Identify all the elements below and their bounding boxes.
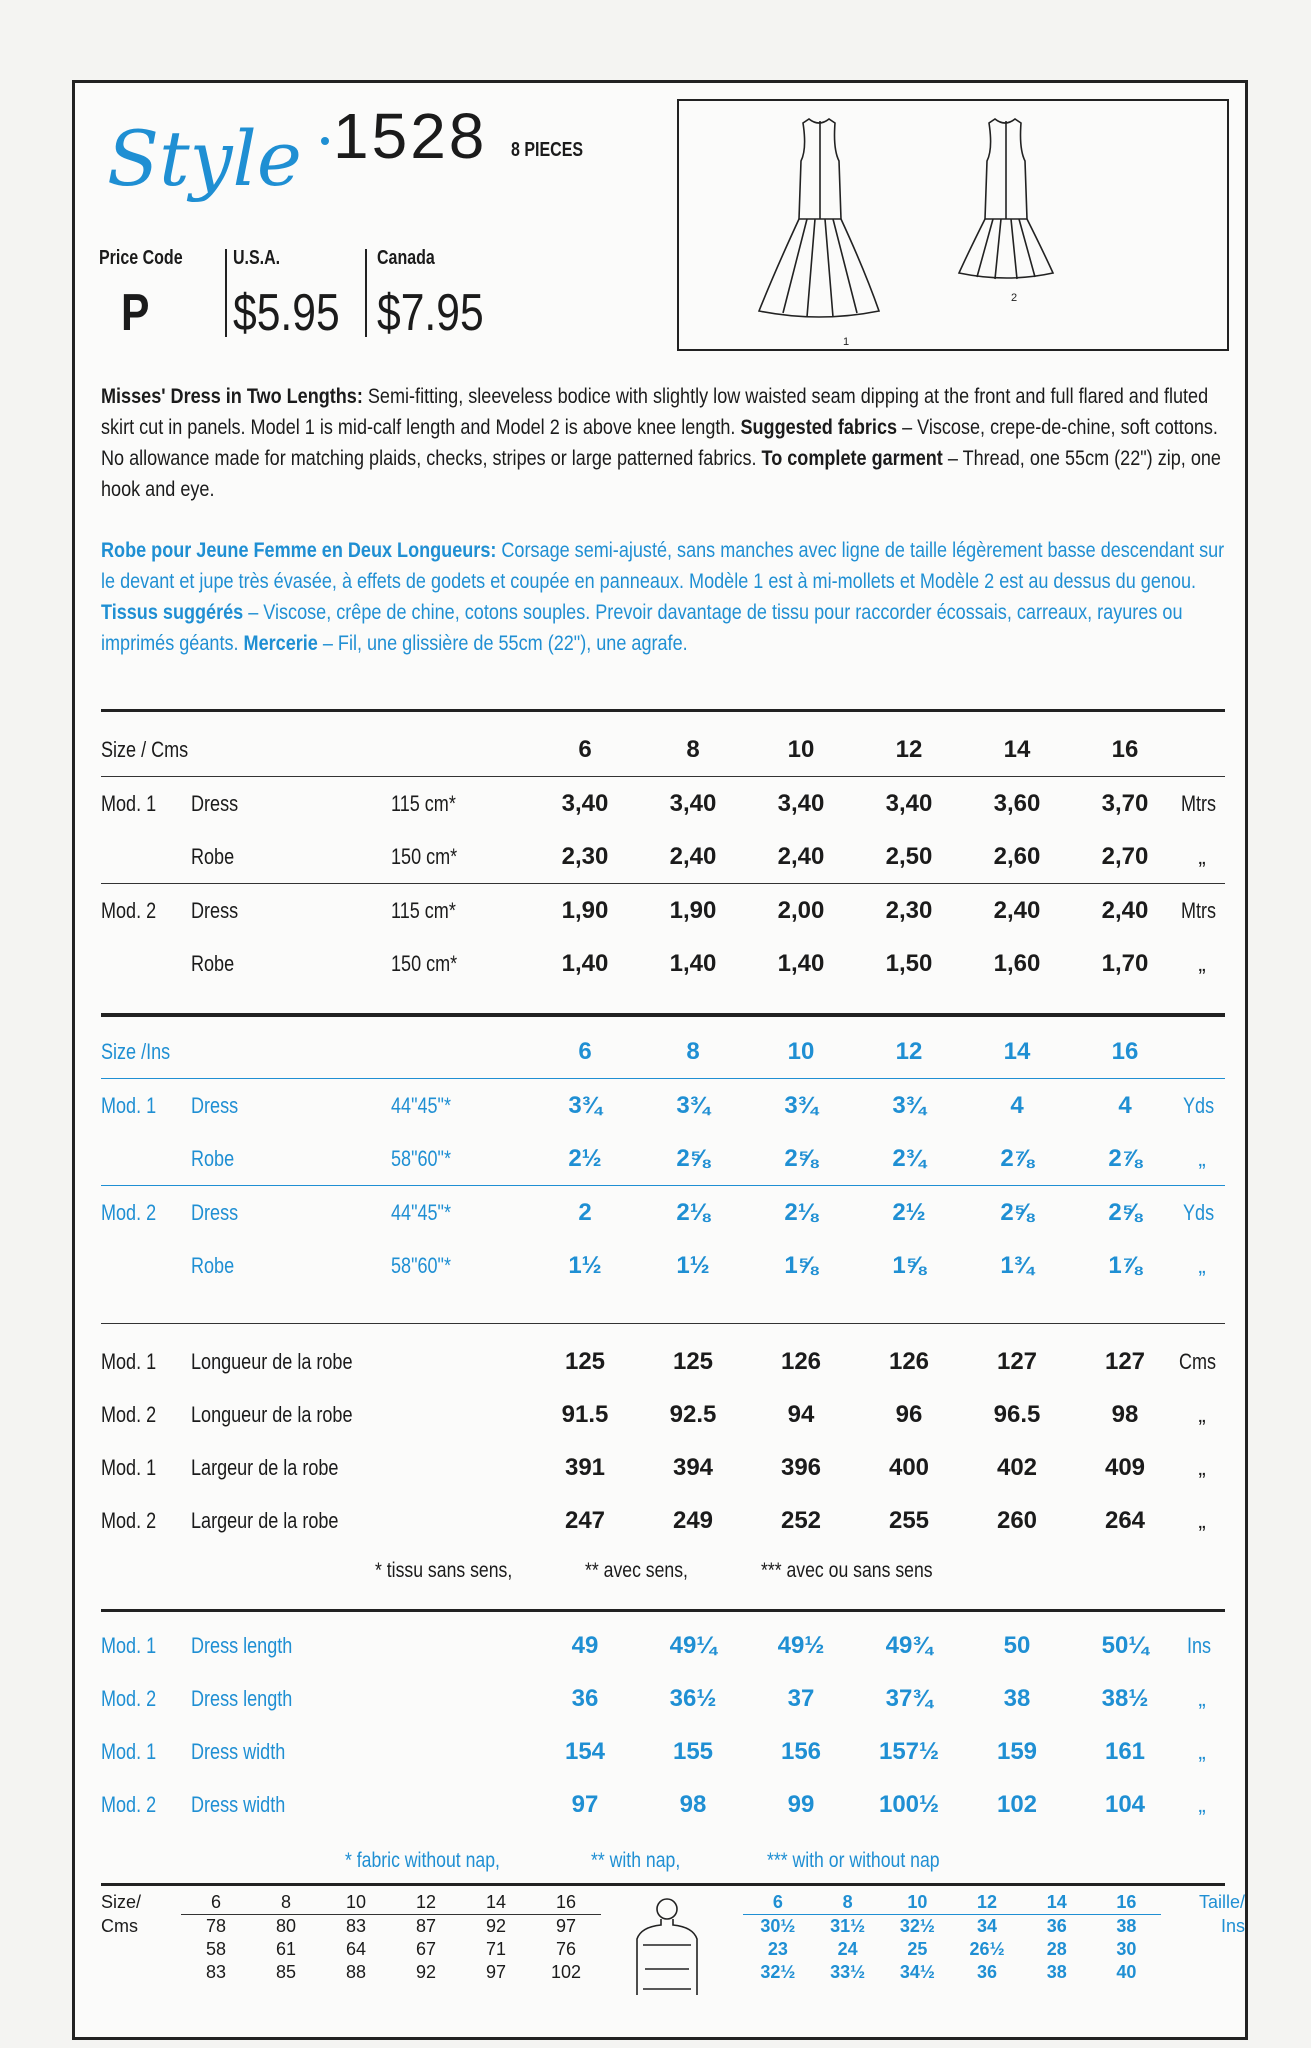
table-row: Mod. 1 Dress 44"45"* 3¾ 3¾ 3¾ 3¾ 4 4 Yds [101,1091,1215,1119]
table-row: Mod. 1 Largeur de la robe 391 394 396 400 402 409 „ [101,1453,1206,1481]
svg-text:2: 2 [1011,292,1018,304]
description-french: Robe pour Jeune Femme en Deux Longueurs: Corsage semi-ajusté, sans manches avec ligne de taille légèrement basse descendant sur le devant et jupe très évasée, à effets de godets et coupée en panneaux. Modèle 1 est à mi-mollets et Modèle 2 est au dessus du genou. Tissus suggérés – Viscose, crêpe de chine, cotons souples. Prevoir davantage de tissu pour raccorder écossais, carreaux, rayures ou imprimés géants. Mercerie – Fil, une glissière de 55cm (22"), une agrafe. [101,539,1225,655]
imperial-yardage-table [101,1025,1225,1292]
table-row: Mod. 2 Dress 115 cm* 1,90 1,90 2,00 2,30 2,40 2,40 Mtrs [101,896,1216,924]
svg-text:1: 1 [843,336,850,348]
nap-note: ** with nap, [591,1849,681,1872]
description-english: Misses' Dress in Two Lengths: Semi-fitting, sleeveless bodice with slightly low waisted seam dipping at the front and full flared and fluted skirt cut in panels. Model 1 is mid-calf length and Model 2 is above knee length. Suggested fabrics – Viscose, crepe-de-chine, soft cottons. No allowance made for matching plaids, checks, stripes or large patterned fabrics. To complete garment – Thread, one 55cm (22") zip, one hook and eye. [101,385,1221,501]
body-measurements-in: 6 8 10 12 14 16 Taille/ 30½ 31½ 32½ 34 36 38 Ins 23 24 25 26½ 28 30 32½ 33½ 34½ 36 38 40 [743,1891,1245,1984]
section-rule [101,1323,1225,1324]
table-row: Robe 58"60"* 1½ 1½ 1⅝ 1⅝ 1¾ 1⅞ „ [191,1251,1206,1279]
size-header-row: Size /Ins 6 8 10 12 14 16 [101,1025,1225,1079]
table-row: Mod. 1 Longueur de la robe 125 125 126 126 127 127 Cms [101,1347,1217,1375]
usa-label: U.S.A. [233,247,281,269]
body-measurements-cm: Size/ 6 8 10 12 14 16 Cms 78 80 83 87 92 97 58 61 64 67 71 76 83 85 88 92 97 102 [101,1891,601,1984]
table-row: Mod. 2 Dress width 97 98 99 100½ 102 104 „ [101,1790,1206,1818]
pieces-count: 8 PIECES [511,139,584,161]
nap-note: * fabric without nap, [345,1849,500,1872]
svg-text:Style: Style [107,114,302,203]
section-rule [101,1883,1225,1886]
table-row: Robe 150 cm* 1,40 1,40 1,40 1,50 1,60 1,70 „ [191,949,1206,977]
canada-label: Canada [377,247,435,269]
table-row: Mod. 1 Dress length 49 49¼ 49½ 49¾ 50 50¼ Ins [101,1631,1212,1659]
table-row: Mod. 1 Dress width 154 155 156 157½ 159 161 „ [101,1737,1206,1765]
table-row: Robe 150 cm* 2,30 2,40 2,40 2,50 2,60 2,70 „ [101,830,1225,884]
usa-price: $5.95 [233,284,340,342]
divider [365,249,367,337]
body-figure-icon [621,1895,713,1999]
nap-note: ** avec sens, [585,1559,688,1582]
technical-drawing-box [677,99,1229,351]
section-rule [101,709,1225,712]
metric-yardage-table [101,723,1225,990]
size-header-row: Size / Cms 6 8 10 12 14 16 [101,723,1225,777]
table-row: Mod. 2 Dress 44"45"* 2 2⅛ 2⅛ 2½ 2⅝ 2⅝ Yds [101,1198,1215,1226]
nap-note: * tissu sans sens, [375,1559,513,1582]
section-rule [101,1609,1225,1612]
price-code-label: Price Code [99,247,183,269]
section-rule [101,1013,1225,1017]
table-row: Mod. 2 Dress length 36 36½ 37 37¾ 38 38½ „ [101,1684,1206,1712]
table-row: Mod. 2 Longueur de la robe 91.5 92.5 94 96 96.5 98 „ [101,1400,1206,1428]
finished-measurements-in [101,1619,1225,1831]
price-code: P [121,284,150,342]
canada-price: $7.95 [377,284,484,342]
dress-line-drawing [679,101,1227,349]
table-row: Mod. 1 Dress 115 cm* 3,40 3,40 3,40 3,40 3,60 3,70 Mtrs [101,789,1216,817]
style-logo [103,97,333,217]
table-row: Mod. 2 Largeur de la robe 247 249 252 255 260 264 „ [101,1506,1206,1534]
divider [225,249,227,337]
nap-note: *** with or without nap [767,1849,940,1872]
finished-measurements-cm [101,1335,1225,1547]
nap-note: *** avec ou sans sens [761,1559,933,1582]
pattern-envelope-back [72,80,1248,2040]
table-row: Robe 58"60"* 2½ 2⅝ 2⅝ 2¾ 2⅞ 2⅞ „ [101,1132,1225,1186]
pattern-number: 1528 [333,100,488,172]
